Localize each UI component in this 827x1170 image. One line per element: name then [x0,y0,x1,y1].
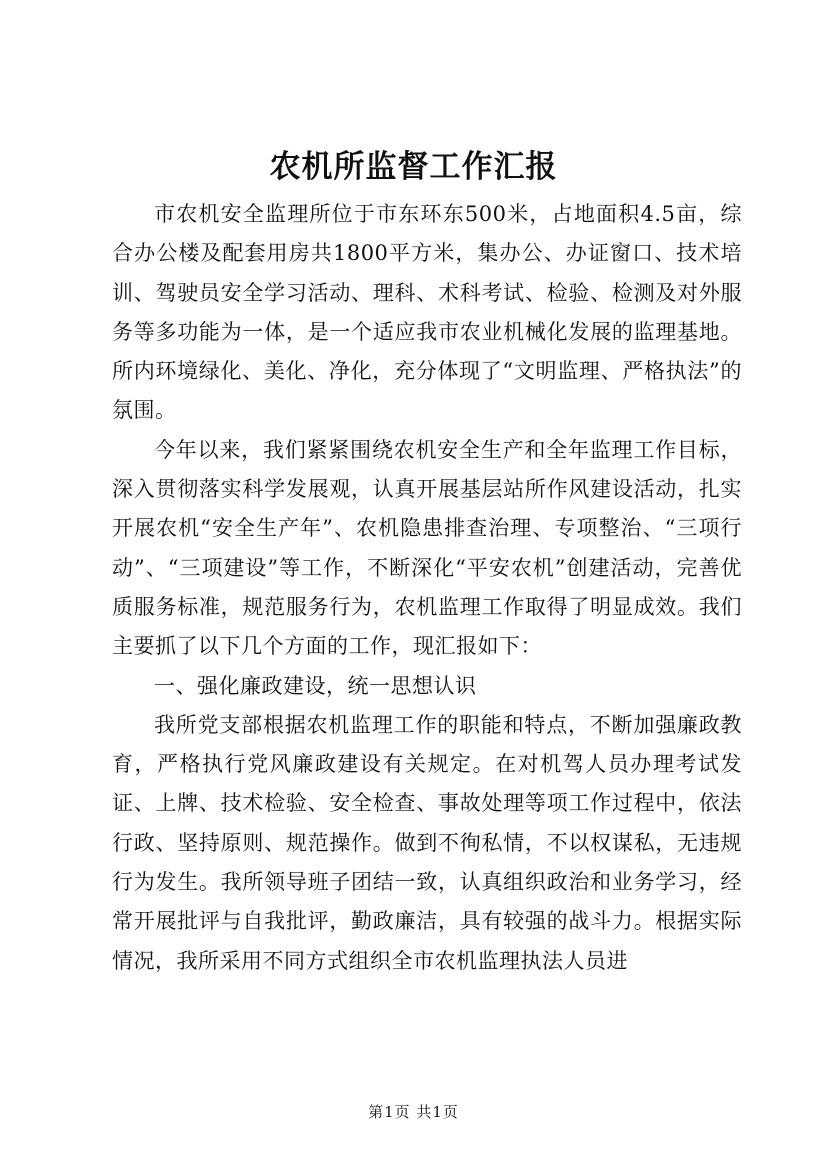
paragraph-overview: 今年以来，我们紧紧围绕农机安全生产和全年监理工作目标，深入贯彻落实科学发展观，认真开展基层站所作风建设活动，扎实开展农机“安全生产年”、农机隐患排查治理、专项整治、“三项行动”、“三项建设”等工作，不断深化“平安农机”创建活动，完善优质服务标准，规范服务行为，农机监理工作取得了明显成效。我们主要抓了以下几个方面的工作，现汇报如下： [112,437,742,659]
page-footer: 第1页 共1页 [368,1103,459,1121]
document-title: 农机所监督工作汇报 [269,149,558,185]
section-heading-1: 一、强化廉政建设，统一思想认识 [154,673,477,698]
document-body [112,195,742,981]
paragraph-section-1: 我所党支部根据农机监理工作的职能和特点，不断加强廉政教育，严格执行党风廉政建设有关规定。在对机驾人员办理考试发证、上牌、技术检验、安全检查、事故处理等项工作过程中，依法行政、坚持原则、规范操作。做到不徇私情，不以权谋私，无违规行为发生。我所领导班子团结一致，认真组织政治和业务学习，经常开展批评与自我批评，勤政廉洁，具有较强的战斗力。根据实际情况，我所采用不同方式组织全市农机监理执法人员进 [112,712,742,973]
paragraph-intro: 市农机安全监理所位于市东环东500米，占地面积4.5亩，综合办公楼及配套用房共1800平方米，集办公、办证窗口、技术培训、驾驶员安全学习活动、理科、术科考试、检验、检测及对外服务等多功能为一体，是一个适应我市农业机械化发展的监理基地。所内环境绿化、美化、净化，充分体现了“文明监理、严格执法”的氛围。 [112,202,742,423]
